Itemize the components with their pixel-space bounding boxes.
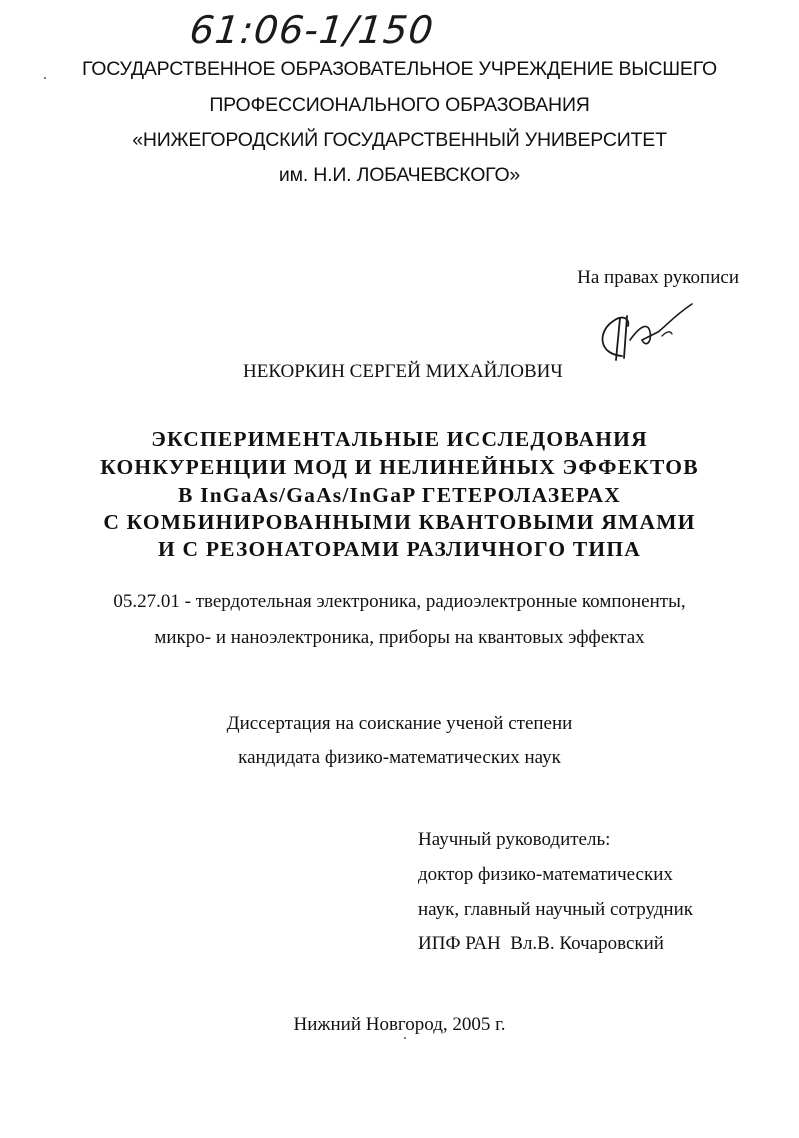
manuscript-note: На правах рукописи	[577, 267, 739, 288]
specialty-line-2: микро- и наноэлектроника, приборы на квантовых эффектах	[154, 627, 645, 648]
supervisor-degree-line-2: наук, главный научный сотрудник	[418, 899, 693, 920]
institution-line-3: «НИЖЕГОРОДСКИЙ ГОСУДАРСТВЕННЫЙ УНИВЕРСИТЕТ	[132, 129, 667, 151]
degree-line-1: Диссертация на соискание ученой степени	[226, 713, 573, 734]
supervisor-heading: Научный руководитель:	[418, 829, 611, 850]
city-year: Нижний Новгород, 2005 г.	[293, 1014, 506, 1035]
thesis-title-line-4: С КОМБИНИРОВАННЫМИ КВАНТОВЫМИ ЯМАМИ	[103, 510, 696, 534]
specialty-line-1: 05.27.01 - твердотельная электроника, радиоэлектронные компоненты,	[113, 591, 686, 612]
degree-line-2: кандидата физико-математических наук	[238, 747, 561, 768]
institution-line-2: ПРОФЕССИОНАЛЬНОГО ОБРАЗОВАНИЯ	[209, 94, 590, 116]
thesis-title-line-3: В InGaAs/GaAs/InGaP ГЕТЕРОЛАЗЕРАХ	[178, 483, 621, 507]
thesis-title-line-2: КОНКУРЕНЦИИ МОД И НЕЛИНЕЙНЫХ ЭФФЕКТОВ	[100, 455, 699, 479]
supervisor-degree-line-1: доктор физико-математических	[418, 864, 673, 885]
signature-image	[592, 296, 702, 380]
thesis-title-line-1: ЭКСПЕРИМЕНТАЛЬНЫЕ ИССЛЕДОВАНИЯ	[151, 427, 648, 451]
supervisor-name: ИПФ РАН Вл.В. Кочаровский	[418, 933, 664, 954]
institution-line-4: им. Н.И. ЛОБАЧЕВСКОГО»	[278, 164, 521, 186]
scan-speck	[404, 1037, 406, 1039]
institution-line-1: ГОСУДАРСТВЕННОЕ ОБРАЗОВАТЕЛЬНОЕ УЧРЕЖДЕНИЕ ВЫСШЕГО	[82, 58, 717, 80]
author-name: НЕКОРКИН СЕРГЕЙ МИХАЙЛОВИЧ	[243, 361, 563, 382]
thesis-title-line-5: И С РЕЗОНАТОРАМИ РАЗЛИЧНОГО ТИПА	[158, 537, 641, 561]
archive-code-handwritten: 61:06-1/150	[187, 8, 437, 52]
